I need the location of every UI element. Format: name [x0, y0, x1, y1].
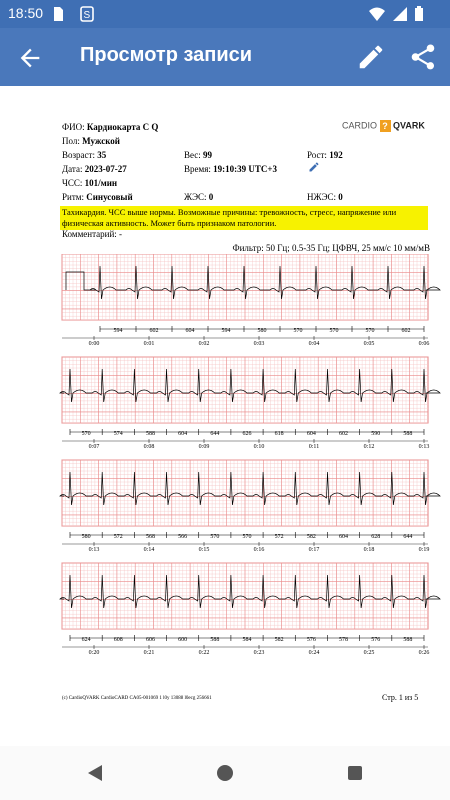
comment-row: Комментарий: -: [62, 229, 123, 239]
rr-interval-label: 602: [401, 328, 411, 334]
weight-row: Вес: 99: [184, 150, 212, 160]
ecg-grid-major: [62, 563, 428, 629]
time-label: 0:09: [198, 444, 210, 450]
rr-interval-label: 588: [210, 637, 220, 643]
time-label: 0:11: [308, 444, 320, 450]
nav-back-icon[interactable]: [86, 764, 104, 782]
time-label: 0:13: [418, 444, 430, 450]
time-label: 0:06: [418, 341, 430, 347]
rr-interval-label: 570: [329, 328, 339, 334]
diagnosis-note: Тахикардия. ЧСС выше нормы. Возможные причины: тревожность, стресс, напряжение или физическая активность. Может быть признаком патологии.: [60, 206, 428, 230]
rr-interval-label: 572: [113, 534, 123, 540]
time-label: 0:17: [308, 547, 320, 553]
time-label: 0:05: [363, 341, 375, 347]
nav-home-icon[interactable]: [216, 764, 234, 782]
rr-interval-label: 604: [185, 328, 195, 334]
rr-interval-label: 628: [371, 534, 381, 540]
rr-interval-label: 574: [113, 431, 123, 437]
time-label: 0:08: [143, 444, 155, 450]
time-label: 0:22: [198, 650, 210, 656]
time-label: 0:00: [88, 341, 100, 347]
time-label: 0:12: [363, 444, 375, 450]
wifi-icon: [368, 6, 386, 22]
page-counter: Стр. 1 из 5: [382, 693, 419, 702]
rr-interval-label: 580: [81, 534, 91, 540]
time-row: Время: 19:10:39 UTC+3: [184, 164, 277, 174]
time-label: 0:25: [363, 650, 375, 656]
rr-interval-label: 594: [221, 328, 231, 334]
ecg-grid-major: [62, 460, 428, 526]
status-time: 18:50: [8, 5, 44, 21]
rr-interval-label: 602: [149, 328, 159, 334]
rr-interval-label: 644: [210, 431, 220, 437]
sim-card-icon: [52, 6, 64, 22]
time-label: 0:20: [88, 650, 100, 656]
rr-interval-label: 606: [145, 637, 155, 643]
app-bar: [0, 28, 450, 86]
sync-icon: [80, 6, 94, 22]
time-label: 0:23: [253, 650, 265, 656]
rr-interval-label: 604: [339, 534, 349, 540]
back-arrow-icon[interactable]: [16, 44, 44, 72]
edit-time-icon[interactable]: [308, 161, 320, 173]
rr-interval-label: 588: [403, 637, 413, 643]
time-label: 0:13: [88, 547, 100, 553]
ecg-strips: [0, 254, 450, 676]
time-label: 0:01: [143, 341, 155, 347]
nav-recents-icon[interactable]: [346, 764, 364, 782]
filter-settings: Фильтр: 50 Гц; 0.5-35 Гц; ЦФВЧ, 25 мм/с 10 мм/мВ: [232, 243, 430, 253]
rhythm-row: Ритм: Синусовый: [62, 192, 133, 202]
battery-icon: [414, 6, 424, 22]
page-title: Просмотр записи: [80, 44, 253, 66]
time-label: 0:14: [143, 547, 155, 553]
date-row: Дата: 2023-07-27: [62, 164, 127, 174]
edit-pencil-icon[interactable]: [356, 42, 386, 72]
sex-row: Пол: Мужской: [62, 136, 120, 146]
rr-interval-label: 588: [145, 431, 155, 437]
time-label: 0:15: [198, 547, 210, 553]
hr-row: ЧСС: 101/мин: [62, 178, 118, 188]
rr-interval-label: 604: [306, 431, 316, 437]
time-label: 0:16: [253, 547, 265, 553]
age-row: Возраст: 35: [62, 150, 107, 160]
rr-interval-label: 594: [113, 328, 123, 334]
rr-interval-label: 588: [403, 431, 413, 437]
rr-interval-label: 582: [306, 534, 316, 540]
zhes-row: ЖЭС: 0: [184, 192, 214, 202]
rr-interval-label: 570: [81, 431, 91, 437]
device-footer: (c) CardioQVARK CardioCARD CA05-001069 1 l0y 13088 l0ecg 256661: [62, 696, 212, 701]
rr-interval-label: 582: [274, 637, 284, 643]
ecg-report-document: [0, 86, 450, 746]
time-label: 0:18: [363, 547, 375, 553]
nzhes-row: НЖЭС: 0: [307, 192, 343, 202]
signal-icon: [392, 6, 408, 22]
rr-interval-label: 570: [210, 534, 220, 540]
system-nav-bar: [0, 746, 450, 800]
svg-text:S: S: [83, 10, 91, 21]
rr-interval-label: 570: [293, 328, 303, 334]
rr-interval-label: 618: [274, 431, 284, 437]
status-bar: [0, 0, 450, 28]
rr-interval-label: 608: [113, 637, 123, 643]
rr-interval-label: 578: [339, 637, 349, 643]
ecg-grid-major: [62, 357, 428, 423]
rr-interval-label: 584: [242, 637, 252, 643]
time-label: 0:04: [308, 341, 320, 347]
rr-interval-label: 600: [178, 637, 188, 643]
time-label: 0:24: [308, 650, 320, 656]
share-icon[interactable]: [408, 42, 438, 72]
time-label: 0:21: [143, 650, 155, 656]
rr-interval-label: 580: [257, 328, 267, 334]
rr-interval-label: 568: [145, 534, 155, 540]
fio-row: ФИО: Кардиокарта С Q: [62, 122, 159, 132]
time-label: 0:19: [418, 547, 430, 553]
rr-interval-label: 644: [403, 534, 413, 540]
rr-interval-label: 624: [81, 637, 91, 643]
rr-interval-label: 576: [306, 637, 316, 643]
height-row: Рост: 192: [307, 150, 343, 160]
rr-interval-label: 604: [178, 431, 188, 437]
time-label: 0:10: [253, 444, 265, 450]
rr-interval-label: 590: [371, 431, 381, 437]
time-label: 0:07: [88, 444, 100, 450]
rr-interval-label: 576: [371, 637, 381, 643]
rr-interval-label: 602: [339, 431, 349, 437]
rr-interval-label: 570: [242, 534, 252, 540]
time-label: 0:03: [253, 341, 265, 347]
rr-interval-label: 626: [242, 431, 252, 437]
time-label: 0:02: [198, 341, 210, 347]
time-label: 0:26: [418, 650, 430, 656]
rr-interval-label: 572: [274, 534, 284, 540]
rr-interval-label: 566: [178, 534, 188, 540]
rr-interval-label: 570: [365, 328, 375, 334]
cardioqvark-logo: CARDIO ? QVARK: [342, 120, 425, 131]
